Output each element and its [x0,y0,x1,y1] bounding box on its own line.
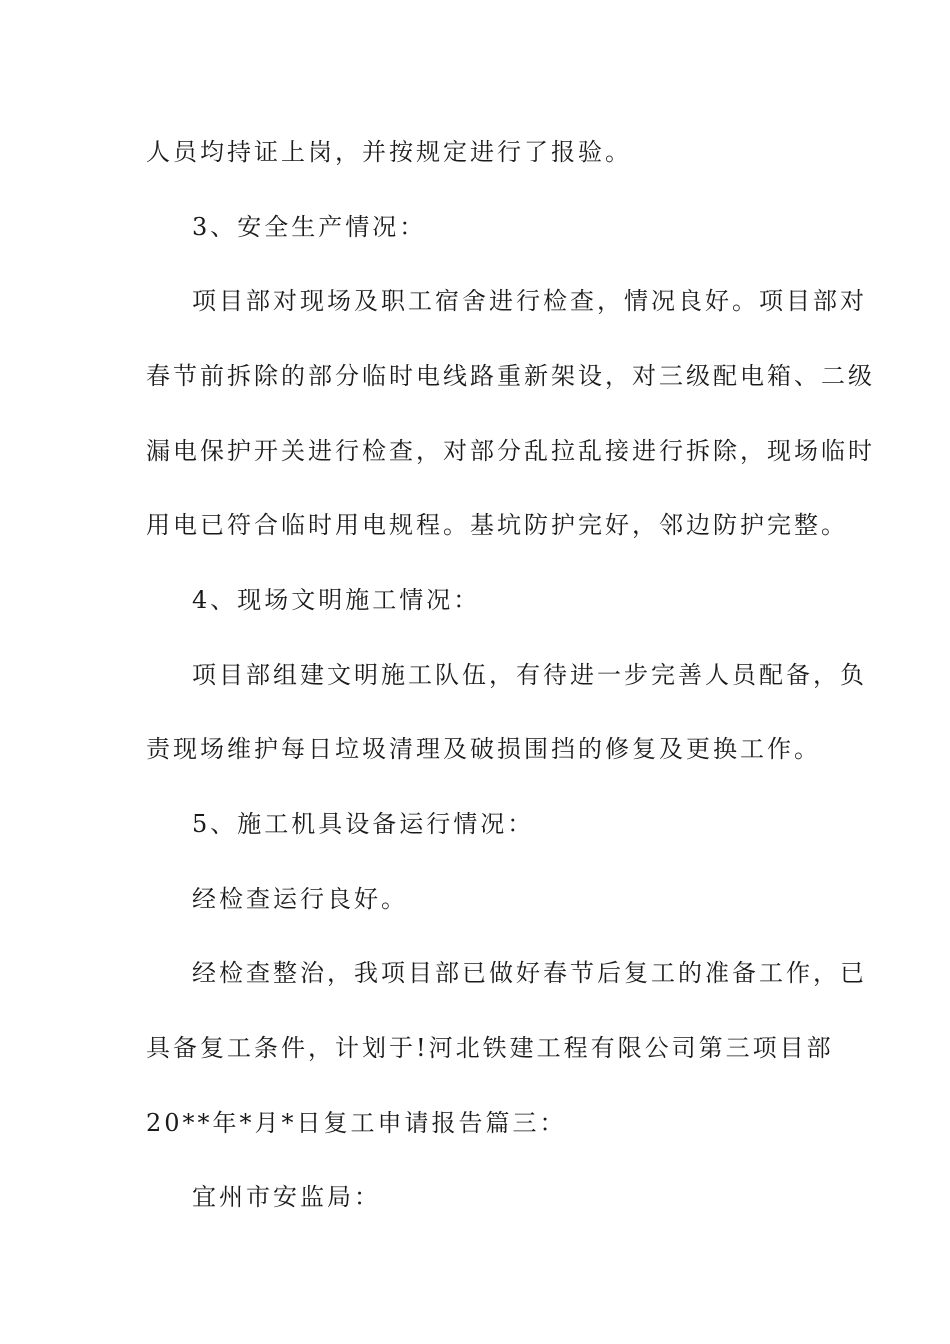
paragraph-line: 经检查运行良好。 [192,885,408,913]
paragraph-line: 用电已符合临时用电规程。基坑防护完好，邻边防护完整。 [146,511,848,539]
paragraph-line: 漏电保护开关进行检查，对部分乱拉乱接进行拆除，现场临时 [146,437,875,465]
section-heading: 4、现场文明施工情况： [192,586,481,614]
salutation: 宜州市安监局： [192,1183,381,1211]
paragraph-line: 责现场维护每日垃圾清理及破损围挡的修复及更换工作。 [146,735,821,763]
paragraph-line: 春节前拆除的部分临时电线路重新架设，对三级配电箱、二级 [146,362,875,390]
paragraph-line: 具备复工条件，计划于!河北铁建工程有限公司第三项目部 [146,1034,834,1062]
paragraph-line: 经检查整治，我项目部已做好春节后复工的准备工作，已 [192,959,867,987]
paragraph-line: 项目部对现场及职工宿舍进行检查，情况良好。项目部对 [192,287,867,315]
section-heading: 3、安全生产情况： [192,213,427,241]
document-title: 20**年*月*日复工申请报告篇三： [146,1109,567,1137]
paragraph-line: 项目部组建文明施工队伍，有待进一步完善人员配备，负 [192,661,867,689]
paragraph-line: 人员均持证上岗，并按规定进行了报验。 [146,138,632,166]
section-heading: 5、施工机具设备运行情况： [192,810,535,838]
